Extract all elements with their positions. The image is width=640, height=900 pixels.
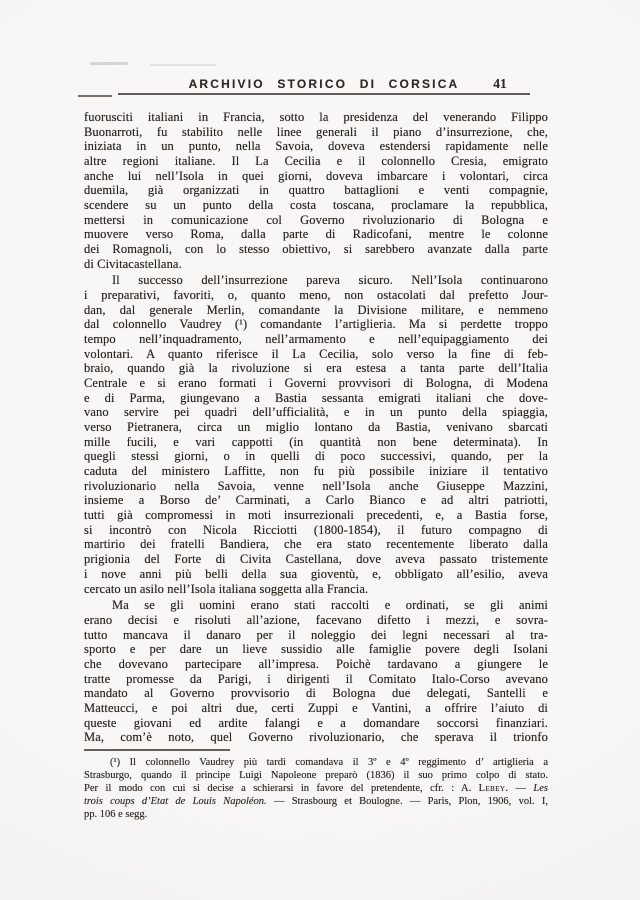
text-line: [84, 769, 548, 782]
paragraph: [84, 273, 548, 596]
text-line: [84, 808, 548, 821]
text-line: caduta del ministero Laffitte, non fu più possibile iniziare il tentativo: [84, 464, 548, 479]
text-line: Buonarroti, fu stabilito nelle linee generali il piano d’insurrezione, che,: [84, 124, 548, 139]
text-line: tutti già compromessi in moti insurrezionali precedenti, e, a Bastia forse,: [84, 508, 548, 523]
text-line: rivoluzionario nella Savoia, venne nell’Isola anche Giuseppe Mazzini,: [84, 478, 548, 493]
book-title-italic: Les: [533, 783, 548, 795]
text-line: scendere su un punto della costa toscana, proclamare la repubblica,: [84, 198, 548, 213]
footnote-separator: [84, 749, 230, 751]
page-number: 41: [493, 76, 507, 91]
text-line: i nove anni più belli della sua gioventù, e, obbligato all’esilio, aveva: [84, 566, 548, 581]
text-line: tutto mancava il danaro per il noleggio dei legni necessari al tra-: [84, 627, 548, 642]
text-line: anche lui nell’Isola in quei giorni, doveva imbarcare i volontari, circa: [84, 168, 548, 183]
text-line: iniziata in un punto, nella Savoia, doveva estendersi rapidamente nelle: [84, 139, 548, 154]
footnote-text: Strasburgo, quando il principe Luigi Napoleone preparò (1836) il suo primo colpo di stato.: [84, 770, 548, 782]
body-text: [84, 110, 548, 745]
text-line: e di Parma, giungevano a Bastia sessanta emigrati italiani che dove-: [84, 390, 548, 405]
text-line: sporto e per dare un lieve sussidio alle famiglie povere degli Isolani: [84, 642, 548, 657]
book-title-italic: trois coups d’Etat de Louis Napoléon.: [84, 796, 267, 808]
footnote-text: pp. 106 e segg.: [84, 809, 148, 821]
text-line: Centrale e si erano formati i Governi provvisori di Bologna, di Modena: [84, 376, 548, 391]
text-line: erano decisi e risoluti all’azione, facevano difetto i mezzi, e sovra-: [84, 612, 548, 627]
text-line: Ma se gli uomini erano stati raccolti e ordinati, se gli animi: [112, 598, 548, 613]
text-line: Matteucci, e poi altri due, certi Zuppi e Vantini, a offrire l’aiuto di: [84, 700, 548, 715]
paragraph: [84, 110, 548, 271]
footnote-text: . —: [505, 783, 534, 795]
author-smallcaps: Lebey: [478, 783, 506, 795]
text-line: prigionia del Forte di Civita Castellana, dove aveva passato tristemente: [84, 552, 548, 567]
text-line: tratte promesse da Parigi, i dirigenti il Comitato Italo-Corso avevano: [84, 671, 548, 686]
text-line: duemila, già organizzati in quattro battaglioni e venti compagnie,: [84, 183, 548, 198]
text-line: muovere verso Roma, dalla parte di Radicofani, mentre le colonne: [84, 227, 548, 242]
footnote-text: — Strasbourg et Boulogne. — Paris, Plon, 1906, vol. I,: [266, 796, 548, 808]
scan-artifact: [90, 62, 128, 65]
text-line: [84, 756, 548, 769]
text-line: mille fucili, e vari cappotti (in quantità non bene determinata). In: [84, 434, 548, 449]
scan-artifact: [150, 64, 216, 66]
text-line: i preparativi, favoriti, o, quanto meno, non ostacolati dal prefetto Jour-: [84, 288, 548, 303]
header-rule: [118, 93, 530, 95]
running-title: ARCHIVIO STORICO DI CORSICA: [188, 77, 460, 91]
text-line: vano servire pei quadri dell’ufficialità, e in un punto della spiaggia,: [84, 405, 548, 420]
text-line: mandato al Governo provvisorio di Bologna due delegati, Santelli e: [84, 686, 548, 701]
text-line: fuorusciti italiani in Francia, sotto la presidenza del venerando Filippo: [84, 110, 548, 124]
paragraph: [84, 598, 548, 745]
header-left-dash: [78, 95, 112, 97]
footnote-text: Per il modo con cui si decise a schierarsi in favore del pretendente, cfr. : A.: [84, 783, 479, 795]
text-line: che dovevano partecipare all’impresa. Poichè tardavano a giungere le: [84, 656, 548, 671]
text-line: dan, dal generale Merlin, comandante la Divisione militare, e nemmeno: [84, 302, 548, 317]
footnote-text: (¹) Il colonnello Vaudrey più tardi comandava il 3º e 4º reggimento d’ artiglieria a: [110, 757, 548, 768]
text-line: [84, 782, 548, 795]
text-line: volontari. A quanto riferisce il La Cecilia, solo verso la fine di feb-: [84, 346, 548, 361]
text-line: tempo nell’inquadramento, nell’armamento e nell’equipaggiamento dei: [84, 332, 548, 347]
text-line: dal colonnello Vaudrey (¹) comandante l’artiglieria. Ma si perdette troppo: [84, 317, 548, 332]
text-line: altre regioni italiane. Il La Cecilia e il colonnello Cresia, emigrato: [84, 154, 548, 169]
text-line: verso Pietranera, circa un miglio lontano da Bastia, venivano sbarcati: [84, 420, 548, 435]
text-line: queste giovani ed ardite falangi e a domandare soccorsi finanziari.: [84, 715, 548, 730]
text-line: insieme a Borso de’ Carminati, a Carlo Bianco e ad altri patriotti,: [84, 493, 548, 508]
text-line: mettersi in comunicazione col Governo rivoluzionario di Bologna e: [84, 212, 548, 227]
text-line: Il successo dell’insurrezione pareva sicuro. Nell’Isola continuarono: [112, 273, 548, 288]
text-line: dei Romagnoli, con lo stesso obiettivo, si sarebbero avanzate dalla parte: [84, 242, 548, 257]
text-line: quegli stessi giorni, o in quelli di poco successivi, quando, per la: [84, 449, 548, 464]
text-line: di Civitacastellana.: [84, 256, 182, 271]
text-line: cercato un asilo nell’Isola italiana soggetta alla Francia.: [84, 581, 369, 596]
text-line: braio, quando già la rivoluzione si era estesa a tanta parte dell’Italia: [84, 361, 548, 376]
text-line: Ma, com’è noto, quel Governo rivoluzionario, che sperava il trionfo: [84, 730, 548, 745]
text-line: [84, 795, 548, 808]
text-line: si incontrò con Nicola Ricciotti (1800-1854), il futuro compagno di: [84, 522, 548, 537]
footnote: [84, 756, 548, 821]
text-line: martirio dei fratelli Bandiera, che era stato recentemente liberato dalla: [84, 537, 548, 552]
